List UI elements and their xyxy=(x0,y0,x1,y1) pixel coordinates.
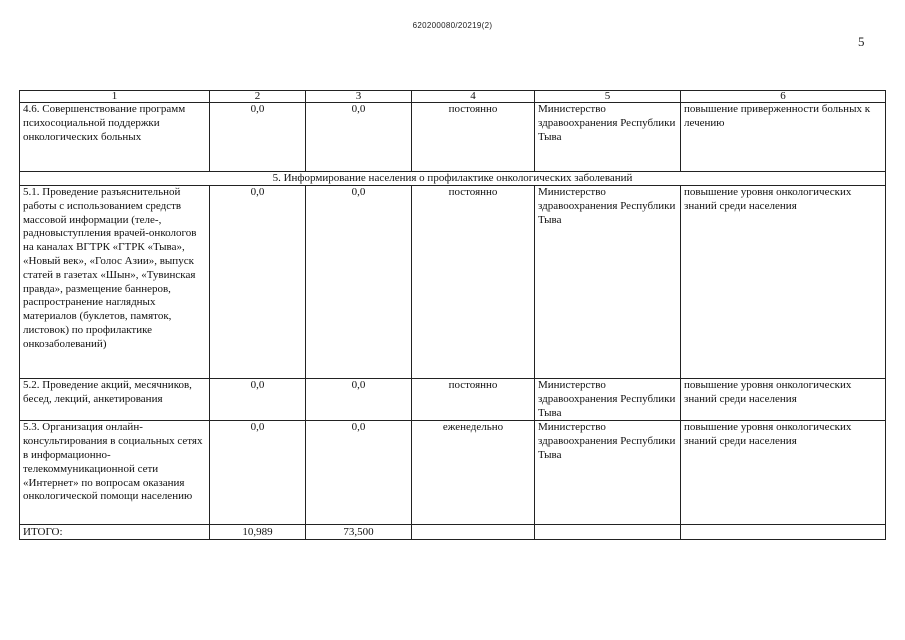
activity-cell: 5.1. Проведение разъяснительной работы с использованием средств массовой информации (теле-, радновыступления врачей-онкологов на каналах ВГТРК «ГТРК «Тыва», «Новый век», «Голос Азии», выпуск статей в газетах «Шын», «Тувинская правда», размещение баннеров, распространение наглядных материалов (буклетов, памяток, листовок) по профилактике онкозаболеваний) xyxy=(20,186,210,379)
header-cell: 3 xyxy=(306,91,412,103)
empty-cell xyxy=(412,525,535,540)
amount-cell: 0,0 xyxy=(210,379,306,421)
page-number: 5 xyxy=(858,34,865,49)
activity-cell: 5.2. Проведение акций, месячников, бесед, лекций, анкетирования xyxy=(20,379,210,421)
period-cell: постоянно xyxy=(412,186,535,379)
header-cell: 2 xyxy=(210,91,306,103)
amount-cell: 0,0 xyxy=(210,421,306,525)
result-cell: повышение уровня онкологических знаний среди населения xyxy=(681,421,886,525)
amount-cell: 0,0 xyxy=(306,379,412,421)
header-cell: 5 xyxy=(535,91,681,103)
period-cell: еженедельно xyxy=(412,421,535,525)
total-row xyxy=(20,525,886,540)
header-cell: 6 xyxy=(681,91,886,103)
empty-cell xyxy=(535,525,681,540)
executor-cell: Министерство здравоохранения Республики Тыва xyxy=(535,186,681,379)
header-cell: 1 xyxy=(20,91,210,103)
document-id: 620200080/20219(2) xyxy=(412,21,493,30)
empty-cell xyxy=(681,525,886,540)
table-row xyxy=(20,379,886,421)
table-row xyxy=(20,421,886,525)
amount-cell: 0,0 xyxy=(210,103,306,172)
table-row xyxy=(20,103,886,172)
amount-cell: 0,0 xyxy=(210,186,306,379)
table-header-row xyxy=(20,91,886,103)
section-row xyxy=(20,172,886,186)
total-label: ИТОГО: xyxy=(20,525,210,540)
total-amount: 10,989 xyxy=(210,525,306,540)
executor-cell: Министерство здравоохранения Республики Тыва xyxy=(535,379,681,421)
result-cell: повышение уровня онкологических знаний среди населения xyxy=(681,186,886,379)
amount-cell: 0,0 xyxy=(306,421,412,525)
period-cell: постоянно xyxy=(412,103,535,172)
activity-cell: 4.6. Совершенствование программ психосоциальной поддержки онкологических больных xyxy=(20,103,210,172)
activities-table xyxy=(19,90,886,540)
activity-cell: 5.3. Организация онлайн-консультирования в социальных сетях в информационно-телекоммуникационной сети «Интернет» по вопросам оказания онкологической помощи населению xyxy=(20,421,210,525)
executor-cell: Министерство здравоохранения Республики Тыва xyxy=(535,421,681,525)
result-cell: повышение уровня онкологических знаний среди населения xyxy=(681,379,886,421)
table-row xyxy=(20,186,886,379)
amount-cell: 0,0 xyxy=(306,186,412,379)
result-cell: повышение приверженности больных к лечению xyxy=(681,103,886,172)
header-cell: 4 xyxy=(412,91,535,103)
total-amount: 73,500 xyxy=(306,525,412,540)
executor-cell: Министерство здравоохранения Республики Тыва xyxy=(535,103,681,172)
period-cell: постоянно xyxy=(412,379,535,421)
amount-cell: 0,0 xyxy=(306,103,412,172)
section-heading: 5. Информирование населения о профилактике онкологических заболеваний xyxy=(20,172,886,186)
